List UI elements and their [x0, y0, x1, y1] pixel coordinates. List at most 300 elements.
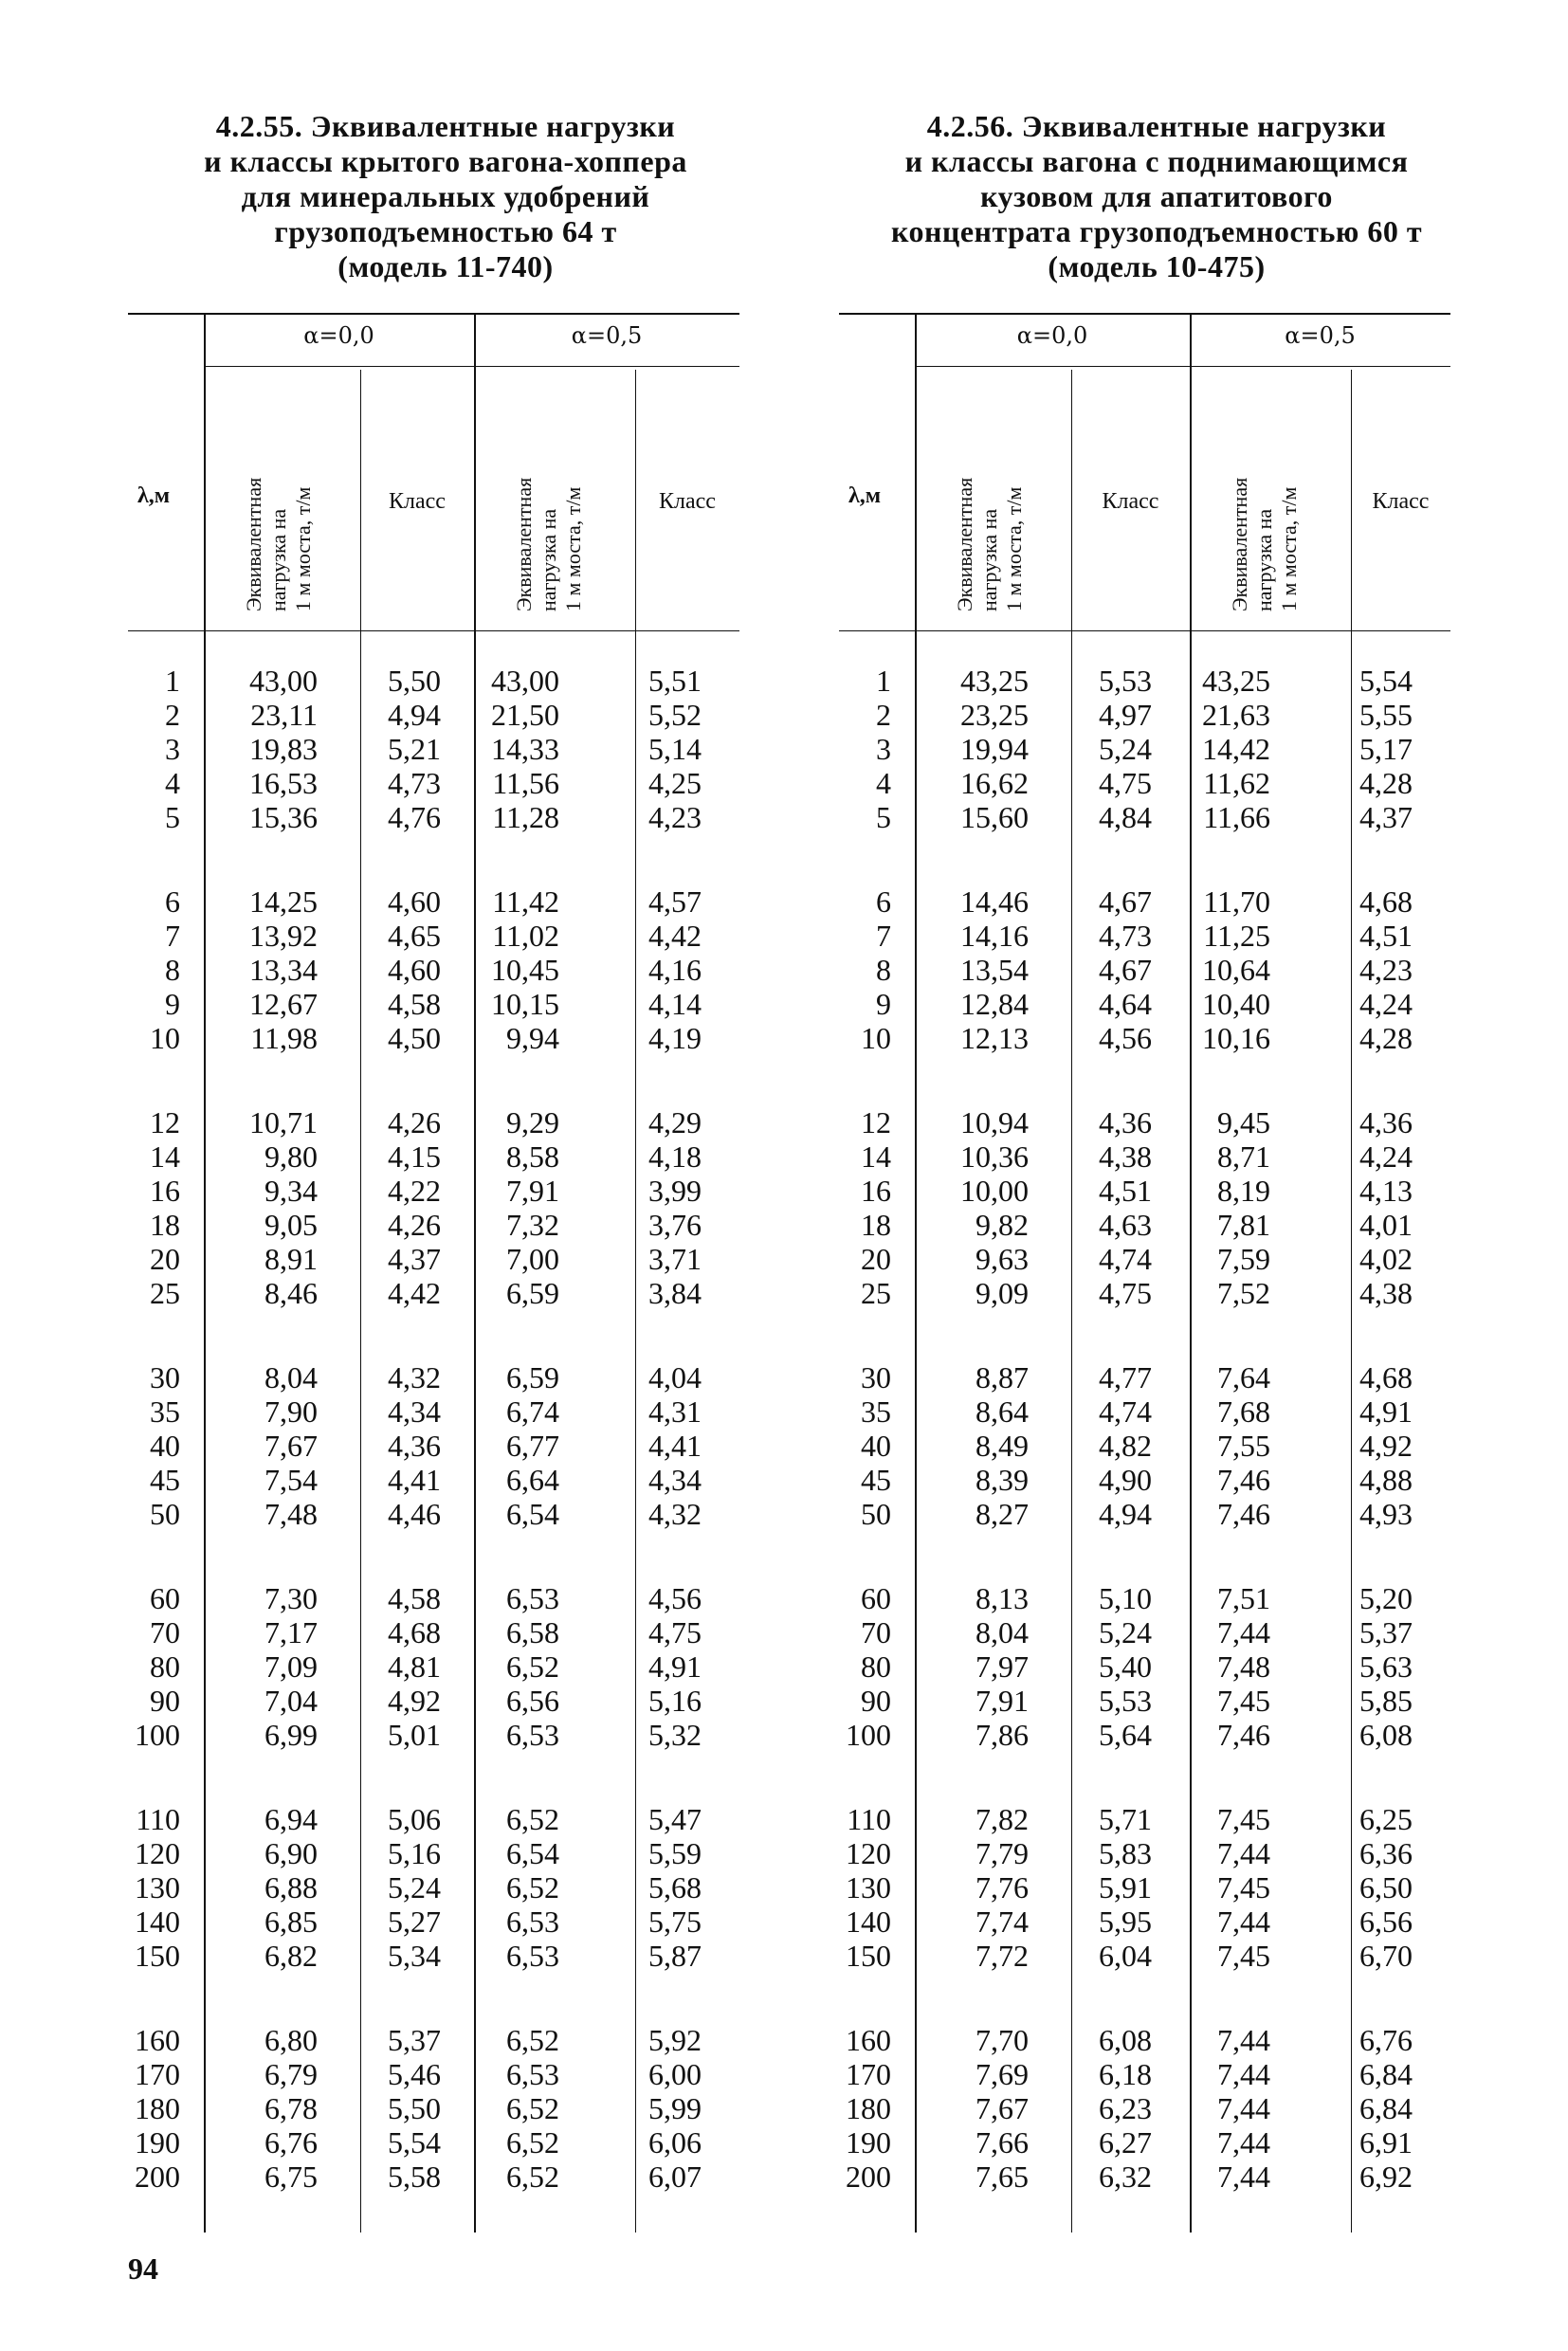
load-alpha0-cell: 23,11: [250, 698, 318, 732]
class-alpha0-cell: 5,91: [1099, 1870, 1152, 1904]
load-alpha05-cell: 6,58: [506, 1615, 559, 1649]
lambda-cell: 8: [165, 953, 180, 987]
class-alpha05-cell: 5,85: [1359, 1684, 1413, 1718]
lambda-cell: 4: [165, 766, 180, 800]
alpha-header-rule: [915, 366, 1450, 367]
table-title-4-2-55: [152, 109, 739, 284]
load-alpha05-cell: 7,32: [506, 1208, 559, 1242]
lambda-cell: 190: [135, 2125, 180, 2160]
lambda-cell: 10: [861, 1021, 891, 1055]
class-alpha0-cell: 4,56: [1099, 1021, 1152, 1055]
lambda-cell: 45: [150, 1463, 180, 1497]
row-group: [839, 1105, 1450, 1310]
lambda-cell: 35: [150, 1394, 180, 1429]
class-alpha05-cell: 4,75: [648, 1615, 702, 1649]
class-alpha05-cell: 4,02: [1359, 1242, 1413, 1276]
load-alpha0-cell: 10,00: [960, 1174, 1029, 1208]
load-alpha0-cell: 8,04: [975, 1615, 1029, 1649]
class-alpha0-cell: 5,54: [388, 2125, 441, 2160]
load-alpha05-cell: 9,29: [506, 1105, 559, 1139]
title-line: (модель 10-475): [1048, 249, 1266, 283]
class-header: Класс: [389, 489, 446, 514]
alpha-0-header: α=0,0: [303, 322, 374, 349]
load-alpha0-cell: 7,82: [975, 1802, 1029, 1836]
header-bottom-rule: [839, 630, 1450, 631]
class-alpha05-cell: 6,76: [1359, 2023, 1413, 2057]
class-alpha05-cell: 3,71: [648, 1242, 702, 1276]
load-alpha0-cell: 15,36: [249, 800, 318, 834]
class-alpha0-cell: 5,01: [388, 1718, 441, 1752]
load-alpha0-cell: 6,94: [264, 1802, 318, 1836]
table-row: [128, 1105, 739, 1139]
lambda-cell: 60: [861, 1581, 891, 1615]
load-alpha05-cell: 7,44: [1217, 2057, 1270, 2091]
lambda-cell: 2: [165, 698, 180, 732]
class-alpha0-cell: 6,08: [1099, 2023, 1152, 2057]
class-alpha05-cell: 4,36: [1359, 1105, 1413, 1139]
lambda-cell: 50: [150, 1497, 180, 1531]
load-alpha05-cell: 7,55: [1217, 1429, 1270, 1463]
class-alpha0-cell: 5,46: [388, 2057, 441, 2091]
load-alpha05-cell: 6,74: [506, 1394, 559, 1429]
load-alpha05-cell: 7,44: [1217, 2125, 1270, 2160]
class-alpha0-cell: 4,60: [388, 884, 441, 919]
table-row: [128, 664, 739, 698]
table-row: [839, 1242, 1450, 1276]
load-alpha05-cell: 10,16: [1202, 1021, 1270, 1055]
lambda-cell: 70: [150, 1615, 180, 1649]
class-alpha05-cell: 5,37: [1359, 1615, 1413, 1649]
class-alpha0-cell: 5,53: [1099, 664, 1152, 698]
class-alpha05-cell: 5,87: [648, 1939, 702, 1973]
load-header-line: нагрузка на: [977, 508, 1001, 611]
load-alpha0-cell: 8,13: [975, 1581, 1029, 1615]
load-alpha0-cell: 8,39: [975, 1463, 1029, 1497]
class-alpha05-cell: 4,29: [648, 1105, 702, 1139]
load-alpha0-cell: 7,70: [975, 2023, 1029, 2057]
class-alpha05-cell: 5,20: [1359, 1581, 1413, 1615]
lambda-cell: 7: [876, 919, 891, 953]
table-row: [128, 1208, 739, 1242]
lambda-cell: 6: [876, 884, 891, 919]
lambda-cell: 130: [135, 1870, 180, 1904]
class-alpha0-cell: 4,94: [1099, 1497, 1152, 1531]
load-alpha0-cell: 7,76: [975, 1870, 1029, 1904]
table-row: [839, 698, 1450, 732]
class-alpha05-cell: 4,91: [1359, 1394, 1413, 1429]
table-row: [128, 884, 739, 919]
load-header-line: Эквивалентная: [953, 477, 976, 611]
lambda-cell: 80: [861, 1649, 891, 1684]
class-alpha0-cell: 5,50: [388, 664, 441, 698]
class-alpha05-cell: 4,91: [648, 1649, 702, 1684]
lambda-cell: 180: [135, 2091, 180, 2125]
class-alpha0-cell: 4,94: [388, 698, 441, 732]
table-4-2-55: [128, 313, 739, 2233]
class-alpha0-cell: 4,76: [388, 800, 441, 834]
lambda-cell: 12: [150, 1105, 180, 1139]
table-row: [128, 987, 739, 1021]
table-row: [839, 1174, 1450, 1208]
load-alpha05-cell: 7,68: [1217, 1394, 1270, 1429]
load-alpha05-cell: 6,54: [506, 1497, 559, 1531]
table-row: [128, 1139, 739, 1174]
lambda-cell: 25: [150, 1276, 180, 1310]
class-alpha0-cell: 4,65: [388, 919, 441, 953]
class-alpha0-cell: 4,46: [388, 1497, 441, 1531]
table-row: [839, 1463, 1450, 1497]
lambda-cell: 170: [846, 2057, 891, 2091]
load-alpha0-cell: 14,25: [249, 884, 318, 919]
load-alpha05-cell: 7,46: [1217, 1463, 1270, 1497]
row-group: [128, 2023, 739, 2194]
load-alpha05-cell: 7,48: [1217, 1649, 1270, 1684]
title-line: для минеральных удобрений: [241, 179, 650, 213]
table-row: [128, 1429, 739, 1463]
lambda-cell: 150: [135, 1939, 180, 1973]
table-top-rule: [128, 313, 739, 315]
load-alpha05-cell: 21,50: [491, 698, 559, 732]
row-group: [128, 664, 739, 834]
table-row: [839, 919, 1450, 953]
load-alpha0-cell: 13,54: [960, 953, 1029, 987]
load-alpha05-cell: 6,52: [506, 2125, 559, 2160]
class-alpha05-cell: 4,28: [1359, 766, 1413, 800]
class-alpha0-cell: 4,32: [388, 1360, 441, 1394]
lambda-cell: 6: [165, 884, 180, 919]
lambda-cell: 190: [846, 2125, 891, 2160]
load-alpha0-cell: 43,00: [249, 664, 318, 698]
lambda-cell: 9: [165, 987, 180, 1021]
class-alpha0-cell: 4,64: [1099, 987, 1152, 1021]
lambda-cell: 9: [876, 987, 891, 1021]
load-alpha05-cell: 11,02: [492, 919, 559, 953]
class-alpha05-cell: 4,31: [648, 1394, 702, 1429]
class-alpha05-cell: 4,57: [648, 884, 702, 919]
load-alpha0-cell: 9,09: [975, 1276, 1029, 1310]
class-alpha0-cell: 5,37: [388, 2023, 441, 2057]
alpha-05-header: α=0,5: [571, 322, 643, 349]
load-alpha0-cell: 8,91: [264, 1242, 318, 1276]
class-alpha05-cell: 6,70: [1359, 1939, 1413, 1973]
lambda-cell: 5: [165, 800, 180, 834]
class-alpha05-cell: 5,59: [648, 1836, 702, 1870]
table-row: [839, 1649, 1450, 1684]
class-alpha05-cell: 4,41: [648, 1429, 702, 1463]
table-row: [839, 2091, 1450, 2125]
lambda-cell: 30: [150, 1360, 180, 1394]
class-alpha05-cell: 5,32: [648, 1718, 702, 1752]
load-alpha0-cell: 7,69: [975, 2057, 1029, 2091]
class-alpha05-cell: 6,07: [648, 2160, 702, 2194]
class-alpha0-cell: 4,38: [1099, 1139, 1152, 1174]
alpha-05-header: α=0,5: [1285, 322, 1356, 349]
load-header-line: 1 м моста, т/м: [1277, 486, 1301, 611]
load-header-line: Эквивалентная: [242, 477, 265, 611]
row-group: [128, 1802, 739, 1973]
load-alpha0-cell: 14,46: [960, 884, 1029, 919]
class-alpha05-cell: 5,75: [648, 1904, 702, 1939]
class-alpha05-cell: 4,68: [1359, 884, 1413, 919]
table-row: [128, 2057, 739, 2091]
load-alpha0-cell: 8,64: [975, 1394, 1029, 1429]
table-title-4-2-56: [834, 109, 1479, 284]
lambda-cell: 3: [165, 732, 180, 766]
load-alpha0-cell: 8,87: [975, 1360, 1029, 1394]
load-alpha05-cell: 10,64: [1202, 953, 1270, 987]
class-alpha0-cell: 4,51: [1099, 1174, 1152, 1208]
load-alpha0-cell: 12,84: [960, 987, 1029, 1021]
row-group: [128, 1105, 739, 1310]
load-alpha0-cell: 7,72: [975, 1939, 1029, 1973]
load-alpha05-cell: 7,59: [1217, 1242, 1270, 1276]
load-alpha0-cell: 7,09: [264, 1649, 318, 1684]
lambda-cell: 30: [861, 1360, 891, 1394]
table-row: [839, 1581, 1450, 1615]
load-alpha05-cell: 7,46: [1217, 1497, 1270, 1531]
table-row: [128, 2160, 739, 2194]
class-alpha0-cell: 4,73: [1099, 919, 1152, 953]
load-alpha0-cell: 6,79: [264, 2057, 318, 2091]
class-alpha05-cell: 4,37: [1359, 800, 1413, 834]
class-alpha0-cell: 4,26: [388, 1105, 441, 1139]
class-alpha05-cell: 6,50: [1359, 1870, 1413, 1904]
load-alpha05-cell: 11,66: [1203, 800, 1270, 834]
table-row: [839, 1208, 1450, 1242]
class-alpha0-cell: 4,26: [388, 1208, 441, 1242]
load-alpha05-cell: 14,42: [1202, 732, 1270, 766]
table-row: [128, 953, 739, 987]
load-alpha05-cell: 14,33: [491, 732, 559, 766]
table-row: [128, 1718, 739, 1752]
load-alpha0-cell: 16,62: [960, 766, 1029, 800]
lambda-cell: 4: [876, 766, 891, 800]
title-line: грузоподъемностью 64 т: [274, 214, 617, 248]
table-row: [839, 732, 1450, 766]
lambda-cell: 200: [135, 2160, 180, 2194]
load-alpha0-cell: 6,85: [264, 1904, 318, 1939]
load-alpha0-cell: 15,60: [960, 800, 1029, 834]
table-row: [128, 2125, 739, 2160]
load-header-line: 1 м моста, т/м: [291, 486, 315, 611]
load-alpha0-cell: 11,98: [250, 1021, 318, 1055]
load-alpha05-cell: 7,44: [1217, 2091, 1270, 2125]
load-alpha05-cell: 6,53: [506, 2057, 559, 2091]
class-alpha0-cell: 4,37: [388, 1242, 441, 1276]
class-alpha0-cell: 4,75: [1099, 766, 1152, 800]
table-4-2-56: [839, 313, 1450, 2233]
row-group: [839, 1802, 1450, 1973]
row-group: [128, 884, 739, 1055]
lambda-cell: 16: [150, 1174, 180, 1208]
load-alpha05-cell: 11,25: [1203, 919, 1270, 953]
table-row: [128, 1649, 739, 1684]
class-alpha05-cell: 4,19: [648, 1021, 702, 1055]
title-line: и классы крытого вагона-хоппера: [204, 144, 687, 178]
load-alpha0-cell: 7,79: [975, 1836, 1029, 1870]
class-alpha05-cell: 4,18: [648, 1139, 702, 1174]
class-alpha0-cell: 5,24: [1099, 732, 1152, 766]
class-alpha0-cell: 4,60: [388, 953, 441, 987]
table-row: [128, 919, 739, 953]
class-alpha05-cell: 6,25: [1359, 1802, 1413, 1836]
class-alpha0-cell: 4,58: [388, 1581, 441, 1615]
load-alpha0-cell: 12,67: [249, 987, 318, 1021]
class-alpha05-cell: 5,55: [1359, 698, 1413, 732]
load-alpha0-cell: 9,80: [264, 1139, 318, 1174]
table-row: [128, 698, 739, 732]
class-alpha05-cell: 4,88: [1359, 1463, 1413, 1497]
class-alpha05-cell: 4,38: [1359, 1276, 1413, 1310]
class-alpha05-cell: 4,13: [1359, 1174, 1413, 1208]
row-group: [128, 1581, 739, 1752]
load-alpha05-cell: 7,91: [506, 1174, 559, 1208]
class-alpha05-cell: 4,42: [648, 919, 702, 953]
class-alpha0-cell: 4,82: [1099, 1429, 1152, 1463]
class-alpha0-cell: 4,81: [388, 1649, 441, 1684]
class-alpha05-cell: 5,63: [1359, 1649, 1413, 1684]
class-alpha0-cell: 5,24: [1099, 1615, 1152, 1649]
class-alpha0-cell: 5,95: [1099, 1904, 1152, 1939]
lambda-cell: 16: [861, 1174, 891, 1208]
alpha-0-header: α=0,0: [1016, 322, 1088, 349]
class-alpha05-cell: 4,32: [648, 1497, 702, 1531]
lambda-cell: 3: [876, 732, 891, 766]
load-alpha0-cell: 10,36: [960, 1139, 1029, 1174]
class-alpha05-cell: 6,91: [1359, 2125, 1413, 2160]
load-alpha0-cell: 8,27: [975, 1497, 1029, 1531]
row-group: [128, 1360, 739, 1531]
load-alpha05-cell: 8,58: [506, 1139, 559, 1174]
table-row: [839, 953, 1450, 987]
lambda-cell: 35: [861, 1394, 891, 1429]
lambda-cell: 60: [150, 1581, 180, 1615]
lambda-cell: 200: [846, 2160, 891, 2194]
class-alpha0-cell: 5,58: [388, 2160, 441, 2194]
load-alpha0-cell: 7,54: [264, 1463, 318, 1497]
class-alpha05-cell: 4,04: [648, 1360, 702, 1394]
class-alpha0-cell: 4,42: [388, 1276, 441, 1310]
class-alpha0-cell: 5,21: [388, 732, 441, 766]
class-alpha0-cell: 5,24: [388, 1870, 441, 1904]
class-alpha0-cell: 4,68: [388, 1615, 441, 1649]
table-row: [839, 766, 1450, 800]
table-row: [128, 1276, 739, 1310]
class-alpha05-cell: 5,14: [648, 732, 702, 766]
load-alpha0-cell: 43,25: [960, 664, 1029, 698]
load-alpha05-cell: 6,53: [506, 1904, 559, 1939]
class-alpha0-cell: 4,63: [1099, 1208, 1152, 1242]
class-alpha0-cell: 4,67: [1099, 884, 1152, 919]
class-alpha0-cell: 5,06: [388, 1802, 441, 1836]
load-alpha0-cell: 7,67: [975, 2091, 1029, 2125]
table-row: [128, 732, 739, 766]
class-alpha05-cell: 6,56: [1359, 1904, 1413, 1939]
load-alpha0-cell: 6,76: [264, 2125, 318, 2160]
lambda-cell: 20: [861, 1242, 891, 1276]
lambda-cell: 12: [861, 1105, 891, 1139]
load-alpha0-cell: 9,05: [264, 1208, 318, 1242]
lambda-cell: 45: [861, 1463, 891, 1497]
lambda-cell: 14: [150, 1139, 180, 1174]
class-header: Класс: [659, 489, 716, 514]
class-alpha05-cell: 4,23: [1359, 953, 1413, 987]
class-alpha05-cell: 4,34: [648, 1463, 702, 1497]
class-alpha05-cell: 3,84: [648, 1276, 702, 1310]
load-alpha05-cell: 10,45: [491, 953, 559, 987]
load-alpha05-cell: 11,42: [492, 884, 559, 919]
class-alpha05-cell: 6,08: [1359, 1718, 1413, 1752]
class-alpha0-cell: 4,34: [388, 1394, 441, 1429]
load-alpha0-cell: 7,90: [264, 1394, 318, 1429]
table-row: [839, 1718, 1450, 1752]
class-alpha0-cell: 4,58: [388, 987, 441, 1021]
table-row: [839, 1429, 1450, 1463]
table-row: [128, 1684, 739, 1718]
load-header: [953, 393, 1052, 611]
lambda-cell: 140: [135, 1904, 180, 1939]
load-header-line: нагрузка на: [537, 508, 560, 611]
load-alpha05-cell: 10,40: [1202, 987, 1270, 1021]
table-row: [839, 1939, 1450, 1973]
load-alpha05-cell: 6,52: [506, 2160, 559, 2194]
load-alpha0-cell: 8,46: [264, 1276, 318, 1310]
lambda-cell: 180: [846, 2091, 891, 2125]
class-alpha05-cell: 4,25: [648, 766, 702, 800]
load-alpha05-cell: 7,44: [1217, 1615, 1270, 1649]
load-alpha05-cell: 7,00: [506, 1242, 559, 1276]
row-group: [839, 664, 1450, 834]
table-row: [839, 1870, 1450, 1904]
table-row: [128, 1581, 739, 1615]
load-alpha05-cell: 11,62: [1203, 766, 1270, 800]
class-alpha05-cell: 6,84: [1359, 2057, 1413, 2091]
load-alpha05-cell: 7,64: [1217, 1360, 1270, 1394]
class-alpha0-cell: 5,71: [1099, 1802, 1152, 1836]
table-row: [128, 1394, 739, 1429]
class-alpha05-cell: 4,51: [1359, 919, 1413, 953]
table-row: [128, 1836, 739, 1870]
class-alpha0-cell: 4,36: [388, 1429, 441, 1463]
class-alpha05-cell: 4,16: [648, 953, 702, 987]
class-alpha05-cell: 6,00: [648, 2057, 702, 2091]
lambda-cell: 40: [150, 1429, 180, 1463]
class-alpha0-cell: 4,22: [388, 1174, 441, 1208]
lambda-cell: 14: [861, 1139, 891, 1174]
class-alpha0-cell: 4,15: [388, 1139, 441, 1174]
load-alpha0-cell: 7,74: [975, 1904, 1029, 1939]
table-row: [839, 1497, 1450, 1531]
load-alpha05-cell: 6,56: [506, 1684, 559, 1718]
class-alpha05-cell: 6,92: [1359, 2160, 1413, 2194]
class-alpha05-cell: 5,17: [1359, 732, 1413, 766]
load-alpha05-cell: 7,45: [1217, 1939, 1270, 1973]
table-row: [128, 766, 739, 800]
class-alpha05-cell: 5,68: [648, 1870, 702, 1904]
class-alpha0-cell: 4,90: [1099, 1463, 1152, 1497]
lambda-cell: 18: [861, 1208, 891, 1242]
class-alpha05-cell: 3,76: [648, 1208, 702, 1242]
load-alpha0-cell: 7,30: [264, 1581, 318, 1615]
load-alpha0-cell: 14,16: [960, 919, 1029, 953]
load-alpha05-cell: 7,45: [1217, 1684, 1270, 1718]
load-alpha05-cell: 7,45: [1217, 1802, 1270, 1836]
table-row: [839, 1802, 1450, 1836]
load-alpha05-cell: 6,77: [506, 1429, 559, 1463]
table-body: [128, 664, 739, 2244]
class-alpha05-cell: 4,93: [1359, 1497, 1413, 1531]
load-alpha0-cell: 7,65: [975, 2160, 1029, 2194]
